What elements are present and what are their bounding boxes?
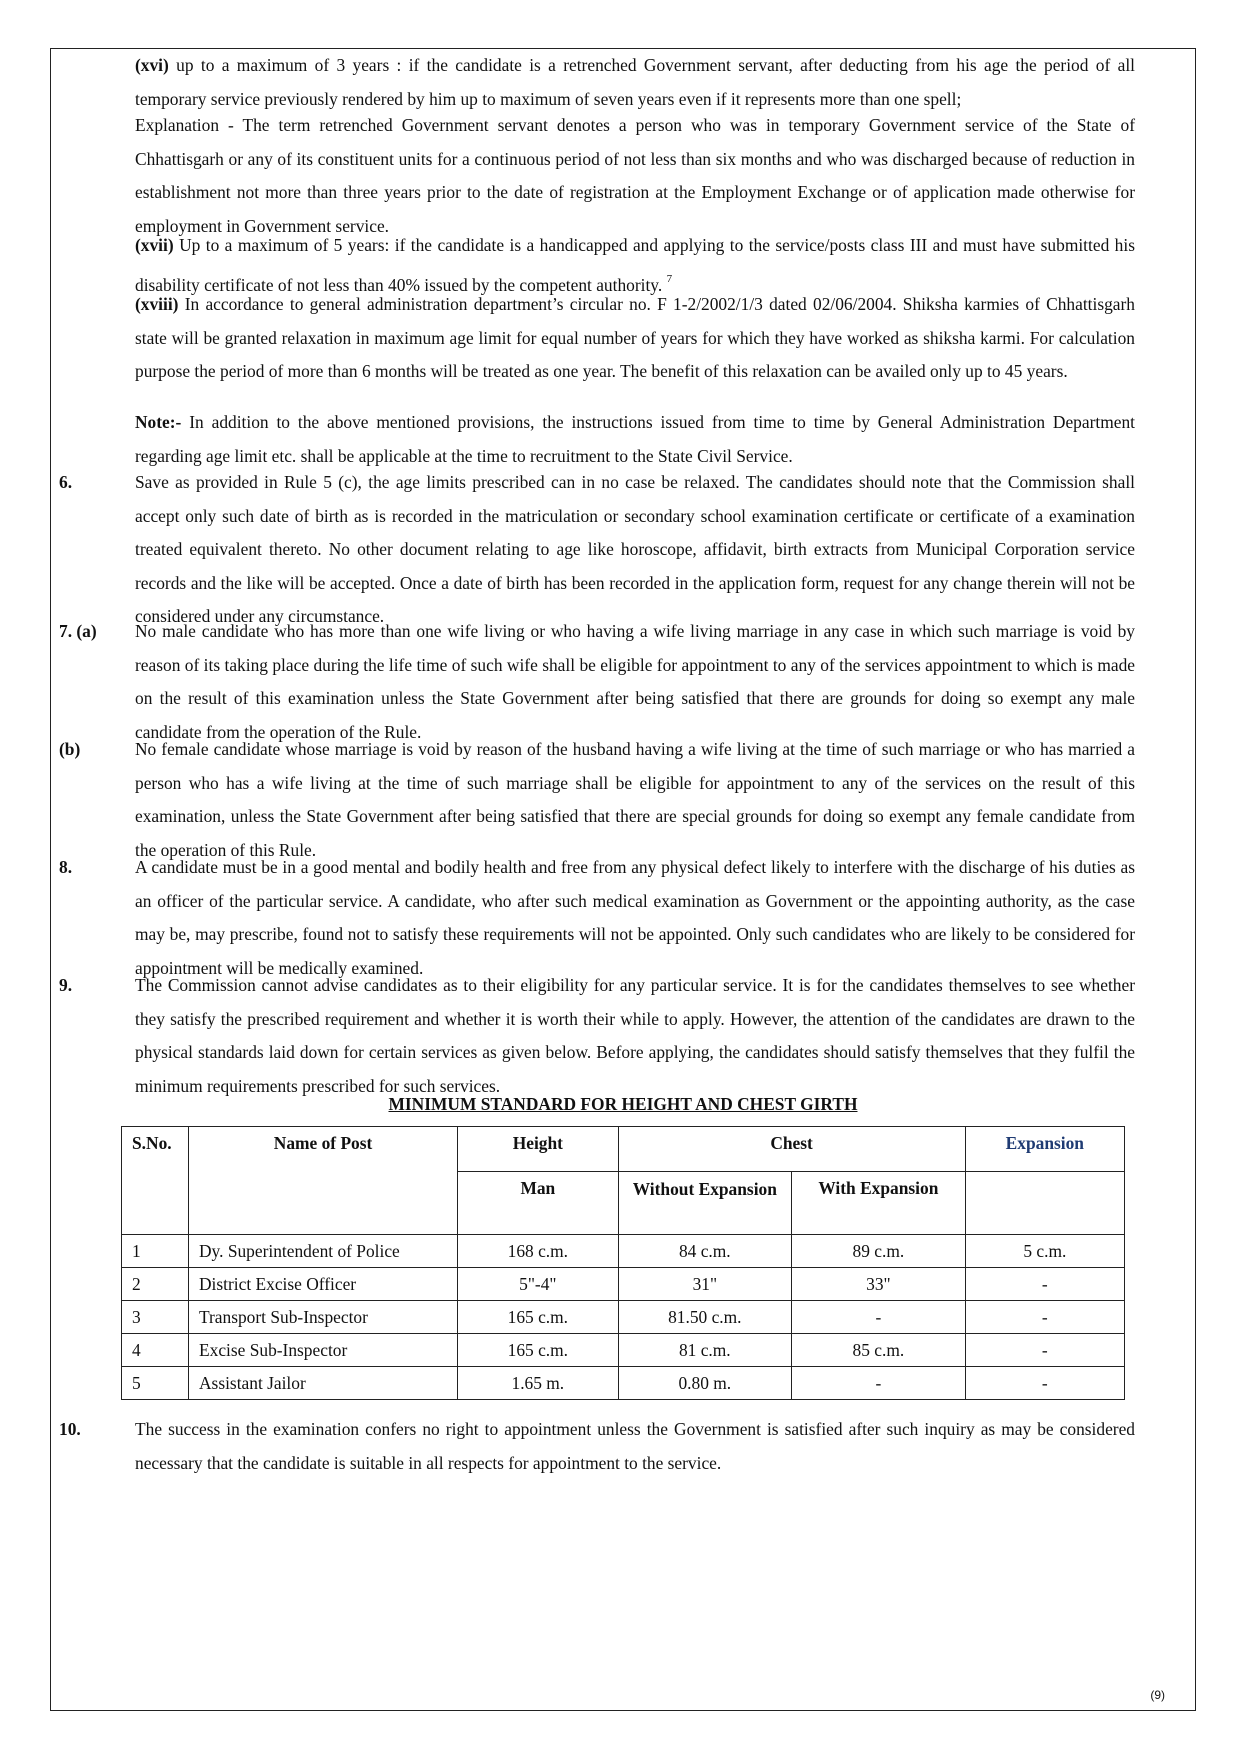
item-number-7a: 7. (a) <box>59 621 97 641</box>
clause-xvi <box>135 49 1135 116</box>
cell-without: 81 c.m. <box>618 1334 792 1367</box>
cell-name: Excise Sub-Inspector <box>189 1334 458 1367</box>
subheader-man: Man <box>458 1172 618 1235</box>
cell-sno: 2 <box>122 1268 189 1301</box>
cell-without: 31" <box>618 1268 792 1301</box>
cell-height: 1.65 m. <box>458 1367 618 1400</box>
cell-expansion: - <box>965 1268 1124 1301</box>
clause-xviii-label: (xviii) <box>135 294 179 314</box>
header-sno: S.No. <box>122 1127 189 1235</box>
item-number-8: 8. <box>59 857 73 877</box>
clause-xviii-text: In accordance to general administration department’s circular no. F 1-2/2002/1/3 dated 02/06/2004. Shiksha karmies of Chhattisgarh state will be granted relaxation in maximum age limit for equal number of years for which they have worked as shiksha karmi. For calculation purpose the period of more than 6 months will be treated as one year. The benefit of this relaxation can be availed only up to 45 years. <box>135 294 1135 381</box>
clause-xviii <box>135 288 1135 389</box>
table-row <box>122 1235 1125 1268</box>
cell-without: 84 c.m. <box>618 1235 792 1268</box>
item-number-10: 10. <box>59 1419 81 1439</box>
note-text: In addition to the above mentioned provisions, the instructions issued from time to time by General Administration Department regarding age limit etc. shall be applicable at the time to recruitment to the State Civil Service. <box>135 412 1135 466</box>
cell-name: Assistant Jailor <box>189 1367 458 1400</box>
cell-with: - <box>792 1301 966 1334</box>
item-number-6: 6. <box>59 472 73 492</box>
note-paragraph <box>135 406 1135 473</box>
cell-height: 165 c.m. <box>458 1334 618 1367</box>
item-number-7b: (b) <box>59 739 81 759</box>
item-number-9: 9. <box>59 975 73 995</box>
cell-name: District Excise Officer <box>189 1268 458 1301</box>
explanation-paragraph: Explanation - The term retrenched Government servant denotes a person who was in temporary Government service of the State of Chhattisgarh or any of its constituent units for a continuous period of not less than six months and who was discharged because of reduction in establishment not more than three years prior to the date of registration at the Employment Exchange or of application made otherwise for employment in Government service. <box>135 115 1135 236</box>
cell-name: Transport Sub-Inspector <box>189 1301 458 1334</box>
cell-height: 165 c.m. <box>458 1301 618 1334</box>
height-chest-table <box>121 1126 1125 1400</box>
cell-height: 5"-4" <box>458 1268 618 1301</box>
cell-with: 33" <box>792 1268 966 1301</box>
item-6-text: Save as provided in Rule 5 (c), the age limits prescribed can in no case be relaxed. The candidates should note that the Commission shall accept only such date of birth as is recorded in the matriculation or secondary school examination certificate or certificate of a examination treated equivalent thereto. No other document relating to age like horoscope, affidavit, birth extracts from Municipal Corporation service records and the like will be accepted. Once a date of birth has been recorded in the application form, request for any change therein will not be considered under any circumstance. <box>135 472 1135 626</box>
cell-without: 0.80 m. <box>618 1367 792 1400</box>
subheader-without-expansion: Without Expansion <box>618 1172 792 1235</box>
item-7b-text: No female candidate whose marriage is void by reason of the husband having a wife living at the time of such marriage or who has married a person who has a wife living at the time of such marriage shall be eligible for appointment to any of the services on the result of this examination, unless the State Government after being satisfied that there are special grounds for doing so exempt any female candidate from the operation of this Rule. <box>135 739 1135 860</box>
table-header-row <box>122 1127 1125 1172</box>
table-row <box>122 1334 1125 1367</box>
subheader-with-expansion: With Expansion <box>792 1172 966 1235</box>
cell-sno: 1 <box>122 1235 189 1268</box>
cell-name: Dy. Superintendent of Police <box>189 1235 458 1268</box>
cell-sno: 4 <box>122 1334 189 1367</box>
page-number: (9) <box>1150 1688 1165 1702</box>
item-9-text: The Commission cannot advise candidates as to their eligibility for any particular service. It is for the candidates themselves to see whether they satisfy the prescribed requirement and whether it is worth their while to apply. However, the attention of the candidates are drawn to the physical standards laid down for certain services as given below. Before applying, the candidates should satisfy themselves that they fulfil the minimum requirements prescribed for such services. <box>135 975 1135 1096</box>
clause-xvii-text: Up to a maximum of 5 years: if the candidate is a handicapped and applying to the service/posts class III and must have submitted his disability certificate of not less than 40% issued by the competent authority. <box>135 235 1135 295</box>
clause-xvii-label: (xvii) <box>135 235 174 255</box>
cell-with: 89 c.m. <box>792 1235 966 1268</box>
table-row <box>122 1268 1125 1301</box>
clause-xvi-text: up to a maximum of 3 years : if the candidate is a retrenched Government servant, after deducting from his age the period of all temporary service previously rendered by him up to maximum of seven years even if it represents more than one spell; <box>135 55 1135 109</box>
footnote-marker: 7 <box>666 272 673 285</box>
page-frame <box>50 48 1196 1711</box>
cell-sno: 3 <box>122 1301 189 1334</box>
cell-with: - <box>792 1367 966 1400</box>
header-chest: Chest <box>618 1127 965 1172</box>
cell-without: 81.50 c.m. <box>618 1301 792 1334</box>
header-expansion: Expansion <box>965 1127 1124 1172</box>
header-name-of-post: Name of Post <box>189 1127 458 1235</box>
header-height: Height <box>458 1127 618 1172</box>
table-title: MINIMUM STANDARD FOR HEIGHT AND CHEST GIRTH <box>388 1094 858 1114</box>
note-label: Note:- <box>135 412 182 432</box>
clause-xvi-label: (xvi) <box>135 55 169 75</box>
cell-sno: 5 <box>122 1367 189 1400</box>
subheader-expansion-empty <box>965 1172 1124 1235</box>
cell-expansion: - <box>965 1367 1124 1400</box>
table-row <box>122 1301 1125 1334</box>
cell-expansion: 5 c.m. <box>965 1235 1124 1268</box>
cell-expansion: - <box>965 1301 1124 1334</box>
cell-expansion: - <box>965 1334 1124 1367</box>
table-row <box>122 1367 1125 1400</box>
item-10-text: The success in the examination confers no right to appointment unless the Government is satisfied after such inquiry as may be considered necessary that the candidate is suitable in all respects for appointment to the service. <box>135 1419 1135 1473</box>
cell-with: 85 c.m. <box>792 1334 966 1367</box>
item-7a-text: No male candidate who has more than one wife living or who having a wife living marriage in any case in which such marriage is void by reason of its taking place during the life time of such wife shall be eligible for appointment to any of the services appointment to which is made on the result of this examination unless the State Government after being satisfied that there are grounds for doing so exempt any male candidate from the operation of the Rule. <box>135 621 1135 742</box>
item-8-text: A candidate must be in a good mental and bodily health and free from any physical defect likely to interfere with the discharge of his duties as an officer of the particular service. A candidate, who after such medical examination as Government or the appointing authority, as the case may be, may prescribe, found not to satisfy these requirements will not be appointed. Only such candidates who are likely to be considered for appointment will be medically examined. <box>135 857 1135 978</box>
cell-height: 168 c.m. <box>458 1235 618 1268</box>
